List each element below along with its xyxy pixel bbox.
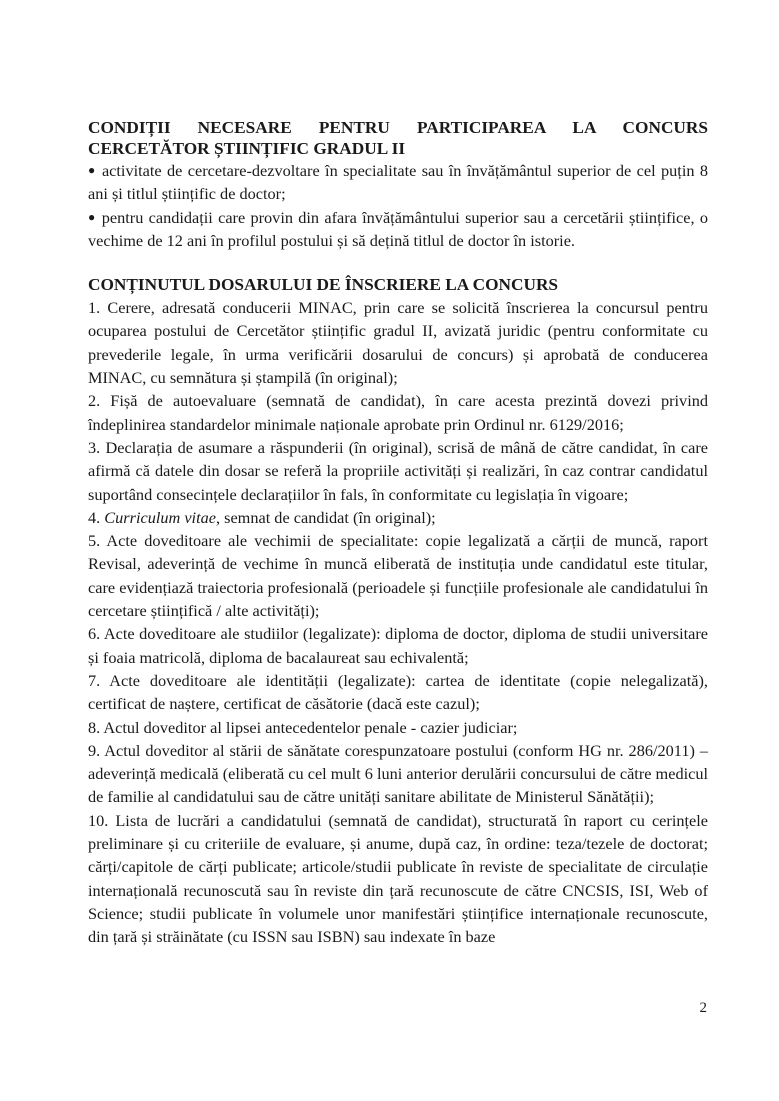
dossier-item: 6. Acte doveditoare ale studiilor (legalizate): diploma de doctor, diploma de studii universitare și foaia matricolă, diploma de bacalaureat sau echivalentă; (88, 624, 708, 667)
dossier-heading: CONȚINUTUL DOSARULUI DE ÎNSCRIERE LA CONCURS (88, 275, 559, 295)
document-page (88, 117, 708, 949)
conditions-heading-line1: CONDIȚII NECESARE PENTRU PARTICIPAREA LA CONCURS (88, 118, 708, 137)
bullet-icon: ● (88, 163, 97, 177)
dossier-item: 9. Actul doveditor al stării de sănătate corespunzatoare postului (conform HG nr. 286/2011) – adeverință medicală (eliberată cu cel mult 6 luni anterior derulării concursului de către medicul de familie al candidatului sau de către unități sanitare abilitate de Ministerul Sănătății); (88, 740, 708, 807)
page-number: 2 (699, 1000, 707, 1016)
dossier-item: 5. Acte doveditoare ale vechimii de specialitate: copie legalizată a cărții de muncă, raport Revisal, adeverință de vechime în muncă eliberată de instituția unde candidatul este titular, care evidențiază traiectoria profesională (perioadele și funcțiile profesionale ale candidatului în cercetare științifică / alte activități); (88, 531, 708, 621)
bullet-item (88, 206, 708, 253)
bullet-text: pentru candidații care provin din afara învățământului superior sau a cercetării științifice, o vechime de 12 ani în profilul postului și să dețină titlul de doctor în istorie. (88, 207, 709, 250)
bullet-text: activitate de cercetare-dezvoltare în specialitate sau în învățământul superior de cel puțin 8 ani și titlul științific de doctor; (88, 161, 709, 204)
bullet-icon: ● (88, 209, 97, 224)
dossier-item: 8. Actul doveditor al lipsei antecedentelor penale - cazier judiciar; (88, 717, 518, 737)
dossier-item: 10. Lista de lucrări a candidatului (semnată de candidat), structurată în raport cu cerințele preliminare și cu criteriile de evaluare, și anume, după caz, în ordine: teza/tezele de doctorat; cărți/capitole de cărți publicate; articole/studii publicate în reviste de specialitate de circulație internațională recunoscută sau în reviste din țară recunoscute de către CNCSIS, ISI, Web of Science; studii publicate în volumele unor manifestări științifice internaționale recunoscute, din țară și străinătate (cu ISSN sau ISBN) sau indexate în baze (88, 810, 708, 947)
dossier-item: 7. Acte doveditoare ale identității (legalizate): cartea de identitate (copie nelegalizată), certificat de naștere, certificat de căsătorie (dacă este cazul); (88, 670, 708, 714)
item4-italic: Curriculum vitae (104, 507, 216, 527)
dossier-item: 2. Fișă de autoevaluare (semnată de candidat), în care acesta prezintă dovezi privind îndeplinirea standardelor minimale naționale aprobate prin Ordinul nr. 6129/2016; (88, 391, 708, 434)
item4-prefix: 4. (88, 507, 105, 527)
item4-suffix: , semnat de candidat (în original); (215, 507, 436, 527)
conditions-section (88, 117, 708, 252)
conditions-heading-line2: CERCETĂTOR ȘTIINȚIFIC GRADUL II (88, 139, 406, 158)
dossier-item: 1. Cerere, adresată conducerii MINAC, prin care se solicită înscrierea la concursul pentru ocuparea postului de Cercetător științific gradul II, avizată juridic (pentru conformitate cu prevederile legale, în urma verificării dosarului de concurs) și aprobată de conducerea MINAC, cu semnătura și ștampilă (în original); (88, 298, 708, 388)
dossier-item (88, 506, 708, 529)
dossier-section (88, 274, 708, 948)
dossier-item: 3. Declarația de asumare a răspunderii (în original), scrisă de mână de către candidat, în care afirmă că datele din dosar se referă la propriile activități și realizări, în caz contrar candidatul suportând consecințele declarațiilor în fals, în conformitate cu legislația în vigoare; (88, 437, 708, 504)
bullet-item (88, 159, 708, 206)
conditions-heading (88, 117, 708, 159)
